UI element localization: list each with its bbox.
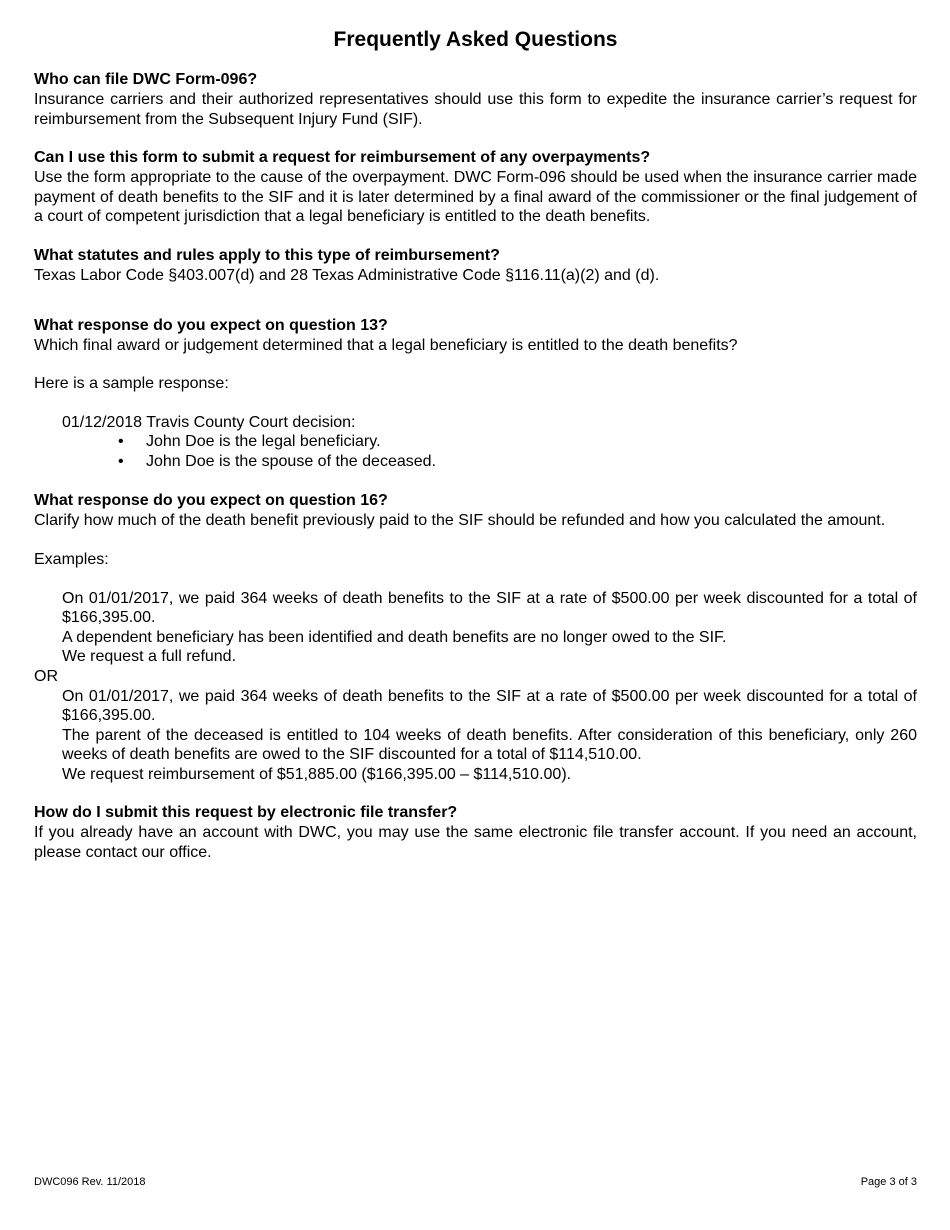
faq-item-who-can-file <box>34 70 917 129</box>
faq-answer: Which final award or judgement determined that a legal beneficiary is entitled to the death benefits? <box>34 336 738 354</box>
sample-intro: Here is a sample response: <box>34 375 229 393</box>
example-2 <box>34 687 917 785</box>
faq-answer: Clarify how much of the death benefit previously paid to the SIF should be refunded and how you calculated the amount. <box>34 512 886 530</box>
example-line: On 01/01/2017, we paid 364 weeks of death benefits to the SIF at a rate of $500.00 per week discounted for a total of $166,395.00. <box>62 687 917 725</box>
example-line: A dependent beneficiary has been identified and death benefits are no longer owed to the SIF. <box>62 628 727 646</box>
list-item: • John Doe is the legal beneficiary. <box>118 433 381 451</box>
faq-answer: Texas Labor Code §403.007(d) and 28 Texas Administrative Code §116.11(a)(2) and (d). <box>34 266 660 284</box>
faq-item-question-16 <box>34 491 917 784</box>
faq-question: What statutes and rules apply to this type of reimbursement? <box>34 246 500 264</box>
faq-item-overpayments <box>34 148 917 227</box>
page-title: Frequently Asked Questions <box>333 28 618 51</box>
faq-answer: Insurance carriers and their authorized representatives should use this form to expedite the insurance carrier’s request for reimbursement from the Subsequent Injury Fund (SIF). <box>34 91 917 128</box>
example-line: We request a full refund. <box>62 648 237 666</box>
or-separator: OR <box>34 667 58 685</box>
bullet-icon: • <box>118 433 124 451</box>
example-line: We request reimbursement of $51,885.00 ($166,395.00 – $114,510.00). <box>62 765 572 783</box>
example-line: The parent of the deceased is entitled to 104 weeks of death benefits. After consideration of this beneficiary, only 260 weeks of death benefits are owed to the SIF discounted for a total of $114,510.00. <box>62 726 917 764</box>
sample-heading: 01/12/2018 Travis County Court decision: <box>62 413 356 431</box>
example-1 <box>34 589 917 667</box>
faq-question: How do I submit this request by electronic file transfer? <box>34 804 458 822</box>
footer-form-id: DWC096 Rev. 11/2018 <box>34 1176 146 1188</box>
faq-answer: Use the form appropriate to the cause of the overpayment. DWC Form-096 should be used when the insurance carrier made payment of death benefits to the SIF and it is later determined by a final award of the commissioner or the final judgement of a court of competent jurisdiction that a legal beneficiary is entitled to the death benefits. <box>34 169 917 226</box>
footer-page-number: Page 3 of 3 <box>860 1176 917 1188</box>
sample-bullet-list <box>34 432 917 472</box>
list-item: • John Doe is the spouse of the deceased. <box>118 453 436 471</box>
examples-intro: Examples: <box>34 550 109 568</box>
faq-item-statutes <box>34 246 917 286</box>
faq-question: What response do you expect on question 16? <box>34 492 388 510</box>
faq-question: Who can file DWC Form-096? <box>34 71 258 88</box>
bullet-icon: • <box>118 453 124 471</box>
faq-question: Can I use this form to submit a request for reimbursement of any overpayments? <box>34 149 651 167</box>
faq-item-electronic-transfer <box>34 803 917 862</box>
faq-answer: If you already have an account with DWC, you may use the same electronic file transfer account. If you need an account, please contact our office. <box>34 824 917 862</box>
faq-question: What response do you expect on question 13? <box>34 316 388 334</box>
example-line: On 01/01/2017, we paid 364 weeks of death benefits to the SIF at a rate of $500.00 per week discounted for a total of $166,395.00. <box>62 589 917 627</box>
faq-item-question-13 <box>34 316 917 473</box>
document-page <box>34 26 917 882</box>
